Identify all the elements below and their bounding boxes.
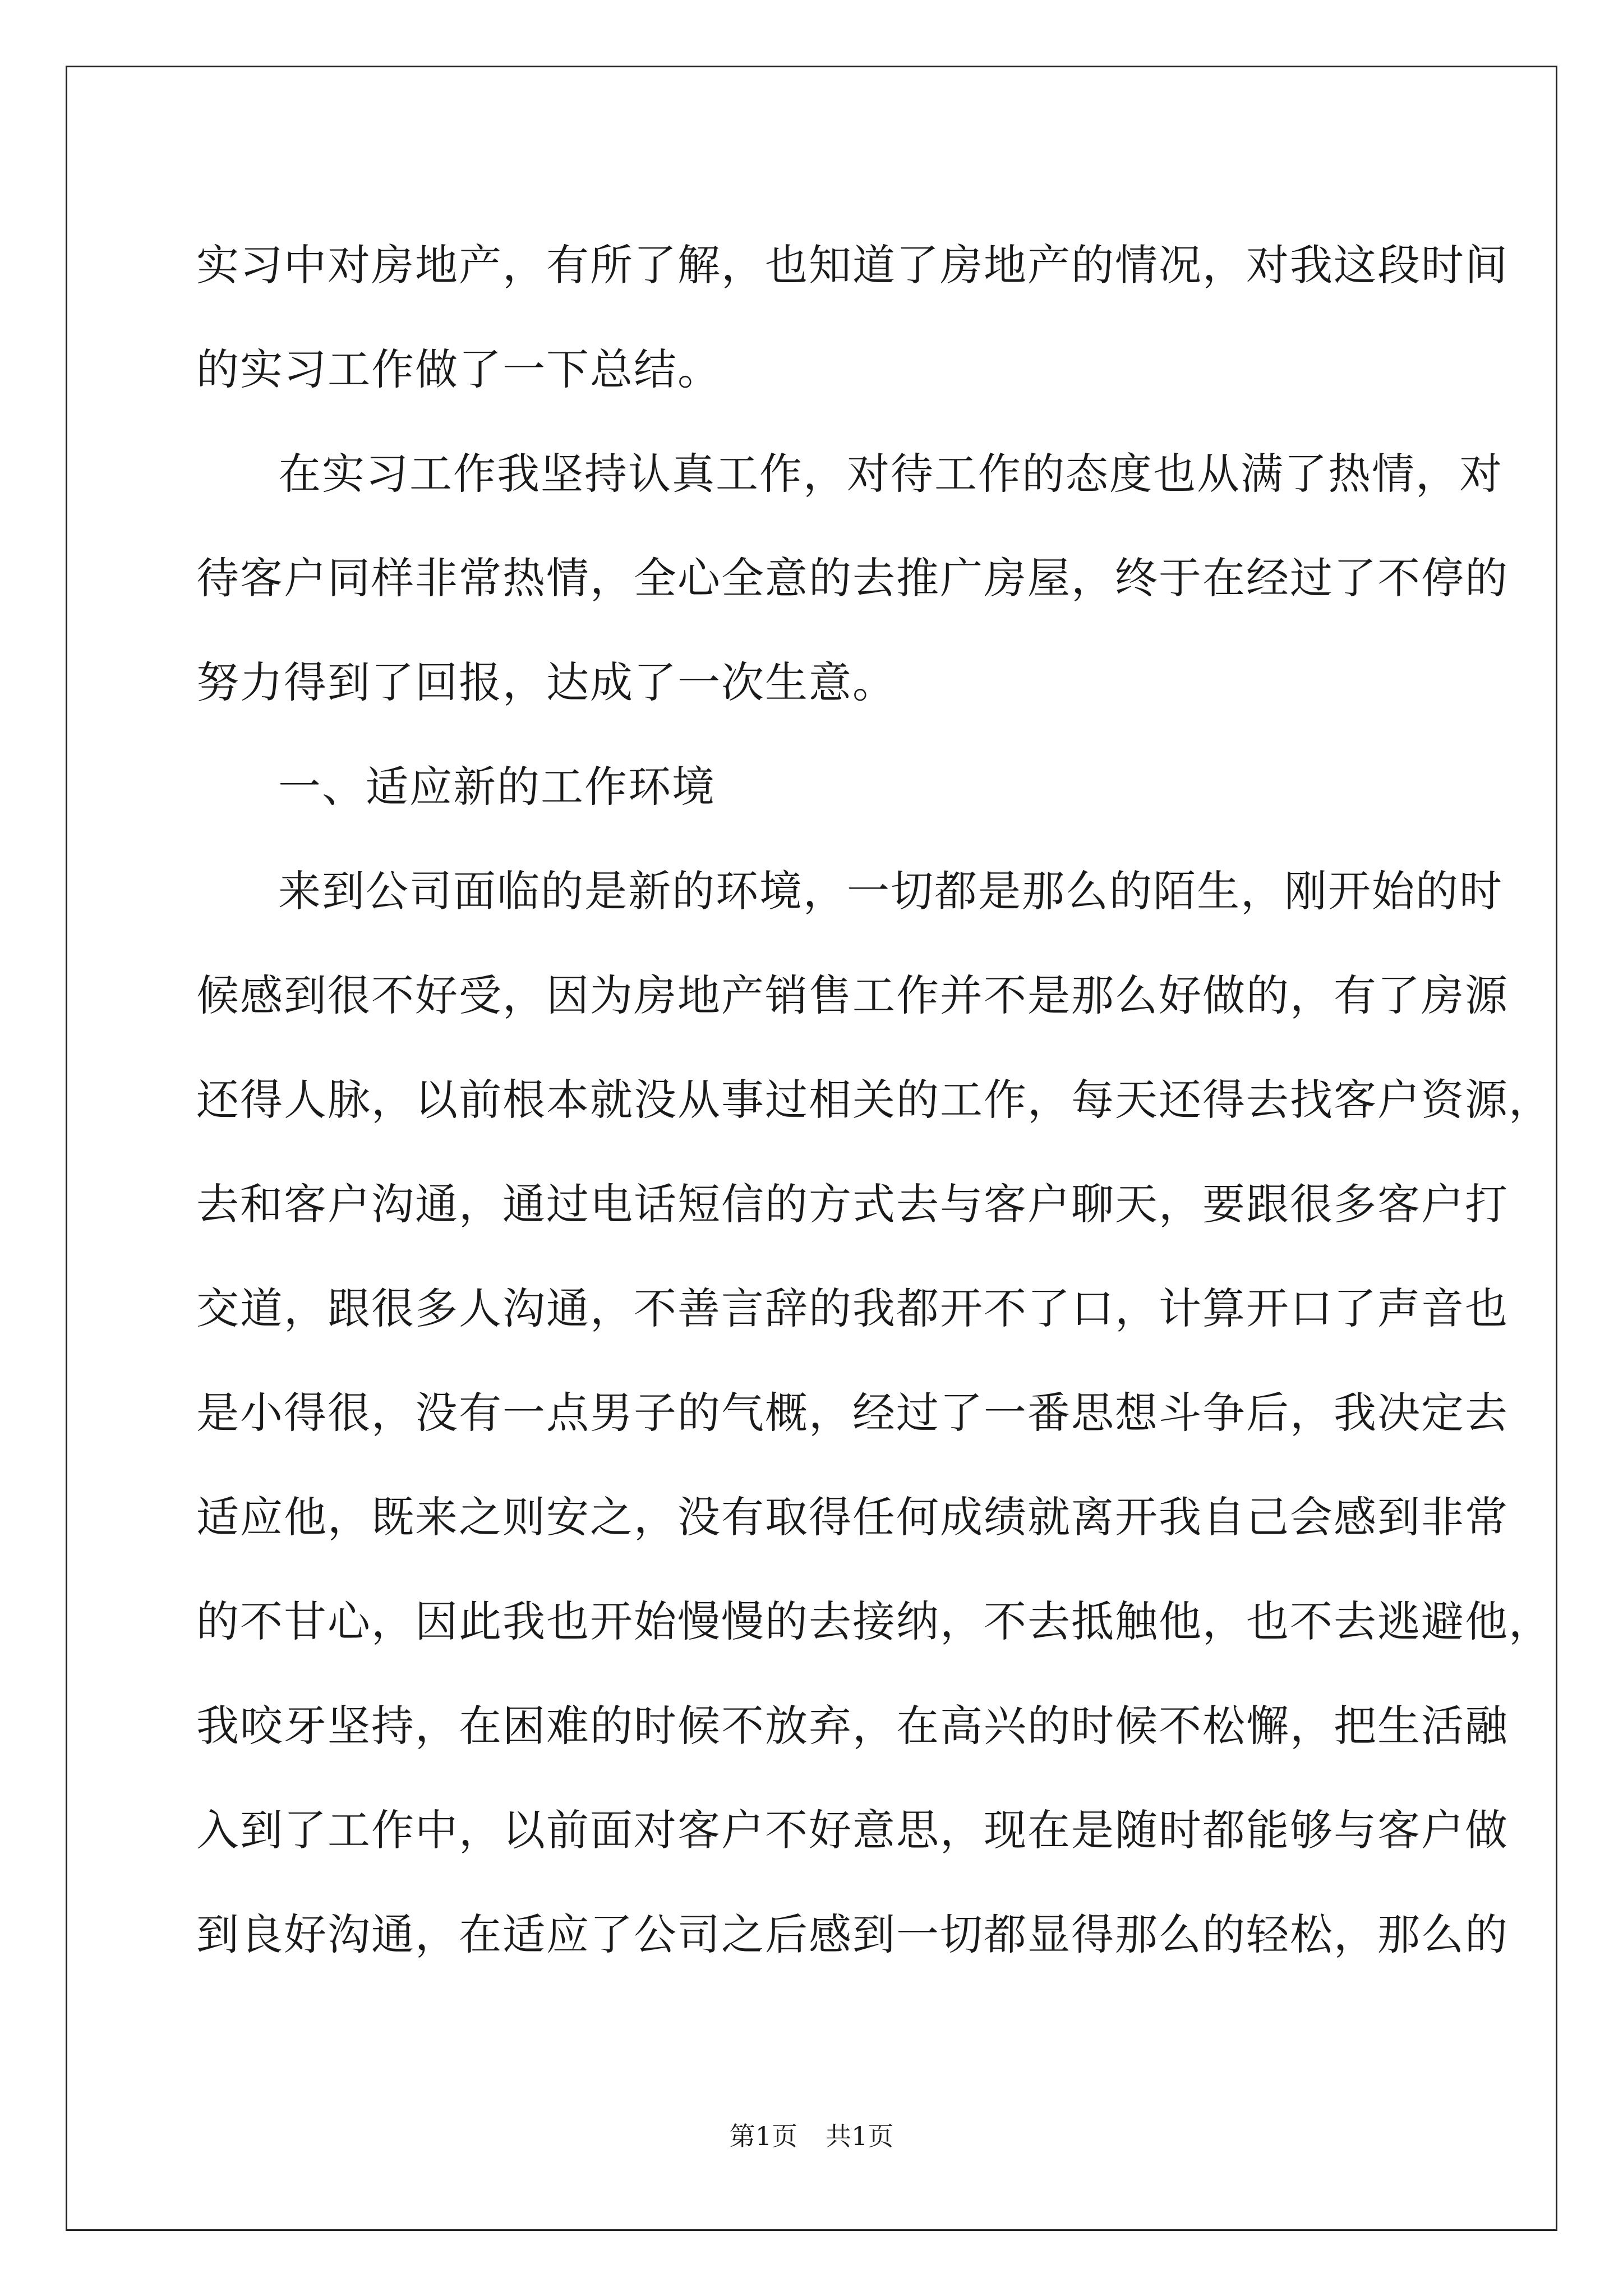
text-line: 去和客户沟通，通过电话短信的方式去与客户聊天，要跟很多客户打 [196,1179,1509,1229]
text-line: 还得人脉，以前根本就没从事过相关的工作，每天还得去找客户资源， [196,1075,1552,1125]
text-line: 交道，跟很多人沟通，不善言辞的我都开不了口，计算开口了声音也 [196,1283,1509,1333]
text-line: 待客户同样非常热情，全心全意的去推广房屋，终于在经过了不停的 [196,553,1509,603]
text-line: 是小得很，没有一点男子的气概，经过了一番思想斗争后，我决定去 [196,1388,1509,1438]
page-number-total: 共1页 [826,2121,894,2151]
page-number-current: 第1页 [729,2121,797,2151]
text-line: 到良好沟通，在适应了公司之后感到一切都显得那么的轻松，那么的 [196,1910,1509,1959]
text-line: 一、适应新的工作环境 [278,762,716,812]
text-line: 候感到很不好受，因为房地产销售工作并不是那么好做的，有了房源 [196,970,1509,1020]
text-line: 在实习工作我坚持认真工作，对待工作的态度也从满了热情，对 [278,449,1503,499]
page-footer [0,2119,1623,2153]
text-line: 努力得到了回报，达成了一次生意。 [196,657,896,707]
text-line: 的实习工作做了一下总结。 [196,344,721,394]
text-line: 来到公司面临的是新的环境，一切都是那么的陌生，刚开始的时 [278,866,1503,916]
text-line: 我咬牙坚持，在困难的时候不放弃，在高兴的时候不松懈，把生活融 [196,1701,1509,1751]
text-line: 的不甘心，因此我也开始慢慢的去接纳，不去抵触他，也不去逃避他， [196,1596,1552,1646]
document-body [196,213,1552,1987]
text-line: 入到了工作中，以前面对客户不好意思，现在是随时都能够与客户做 [196,1805,1509,1855]
text-line: 实习中对房地产，有所了解，也知道了房地产的情况，对我这段时间 [196,240,1509,290]
text-line: 适应他，既来之则安之，没有取得任何成绩就离开我自己会感到非常 [196,1492,1509,1542]
